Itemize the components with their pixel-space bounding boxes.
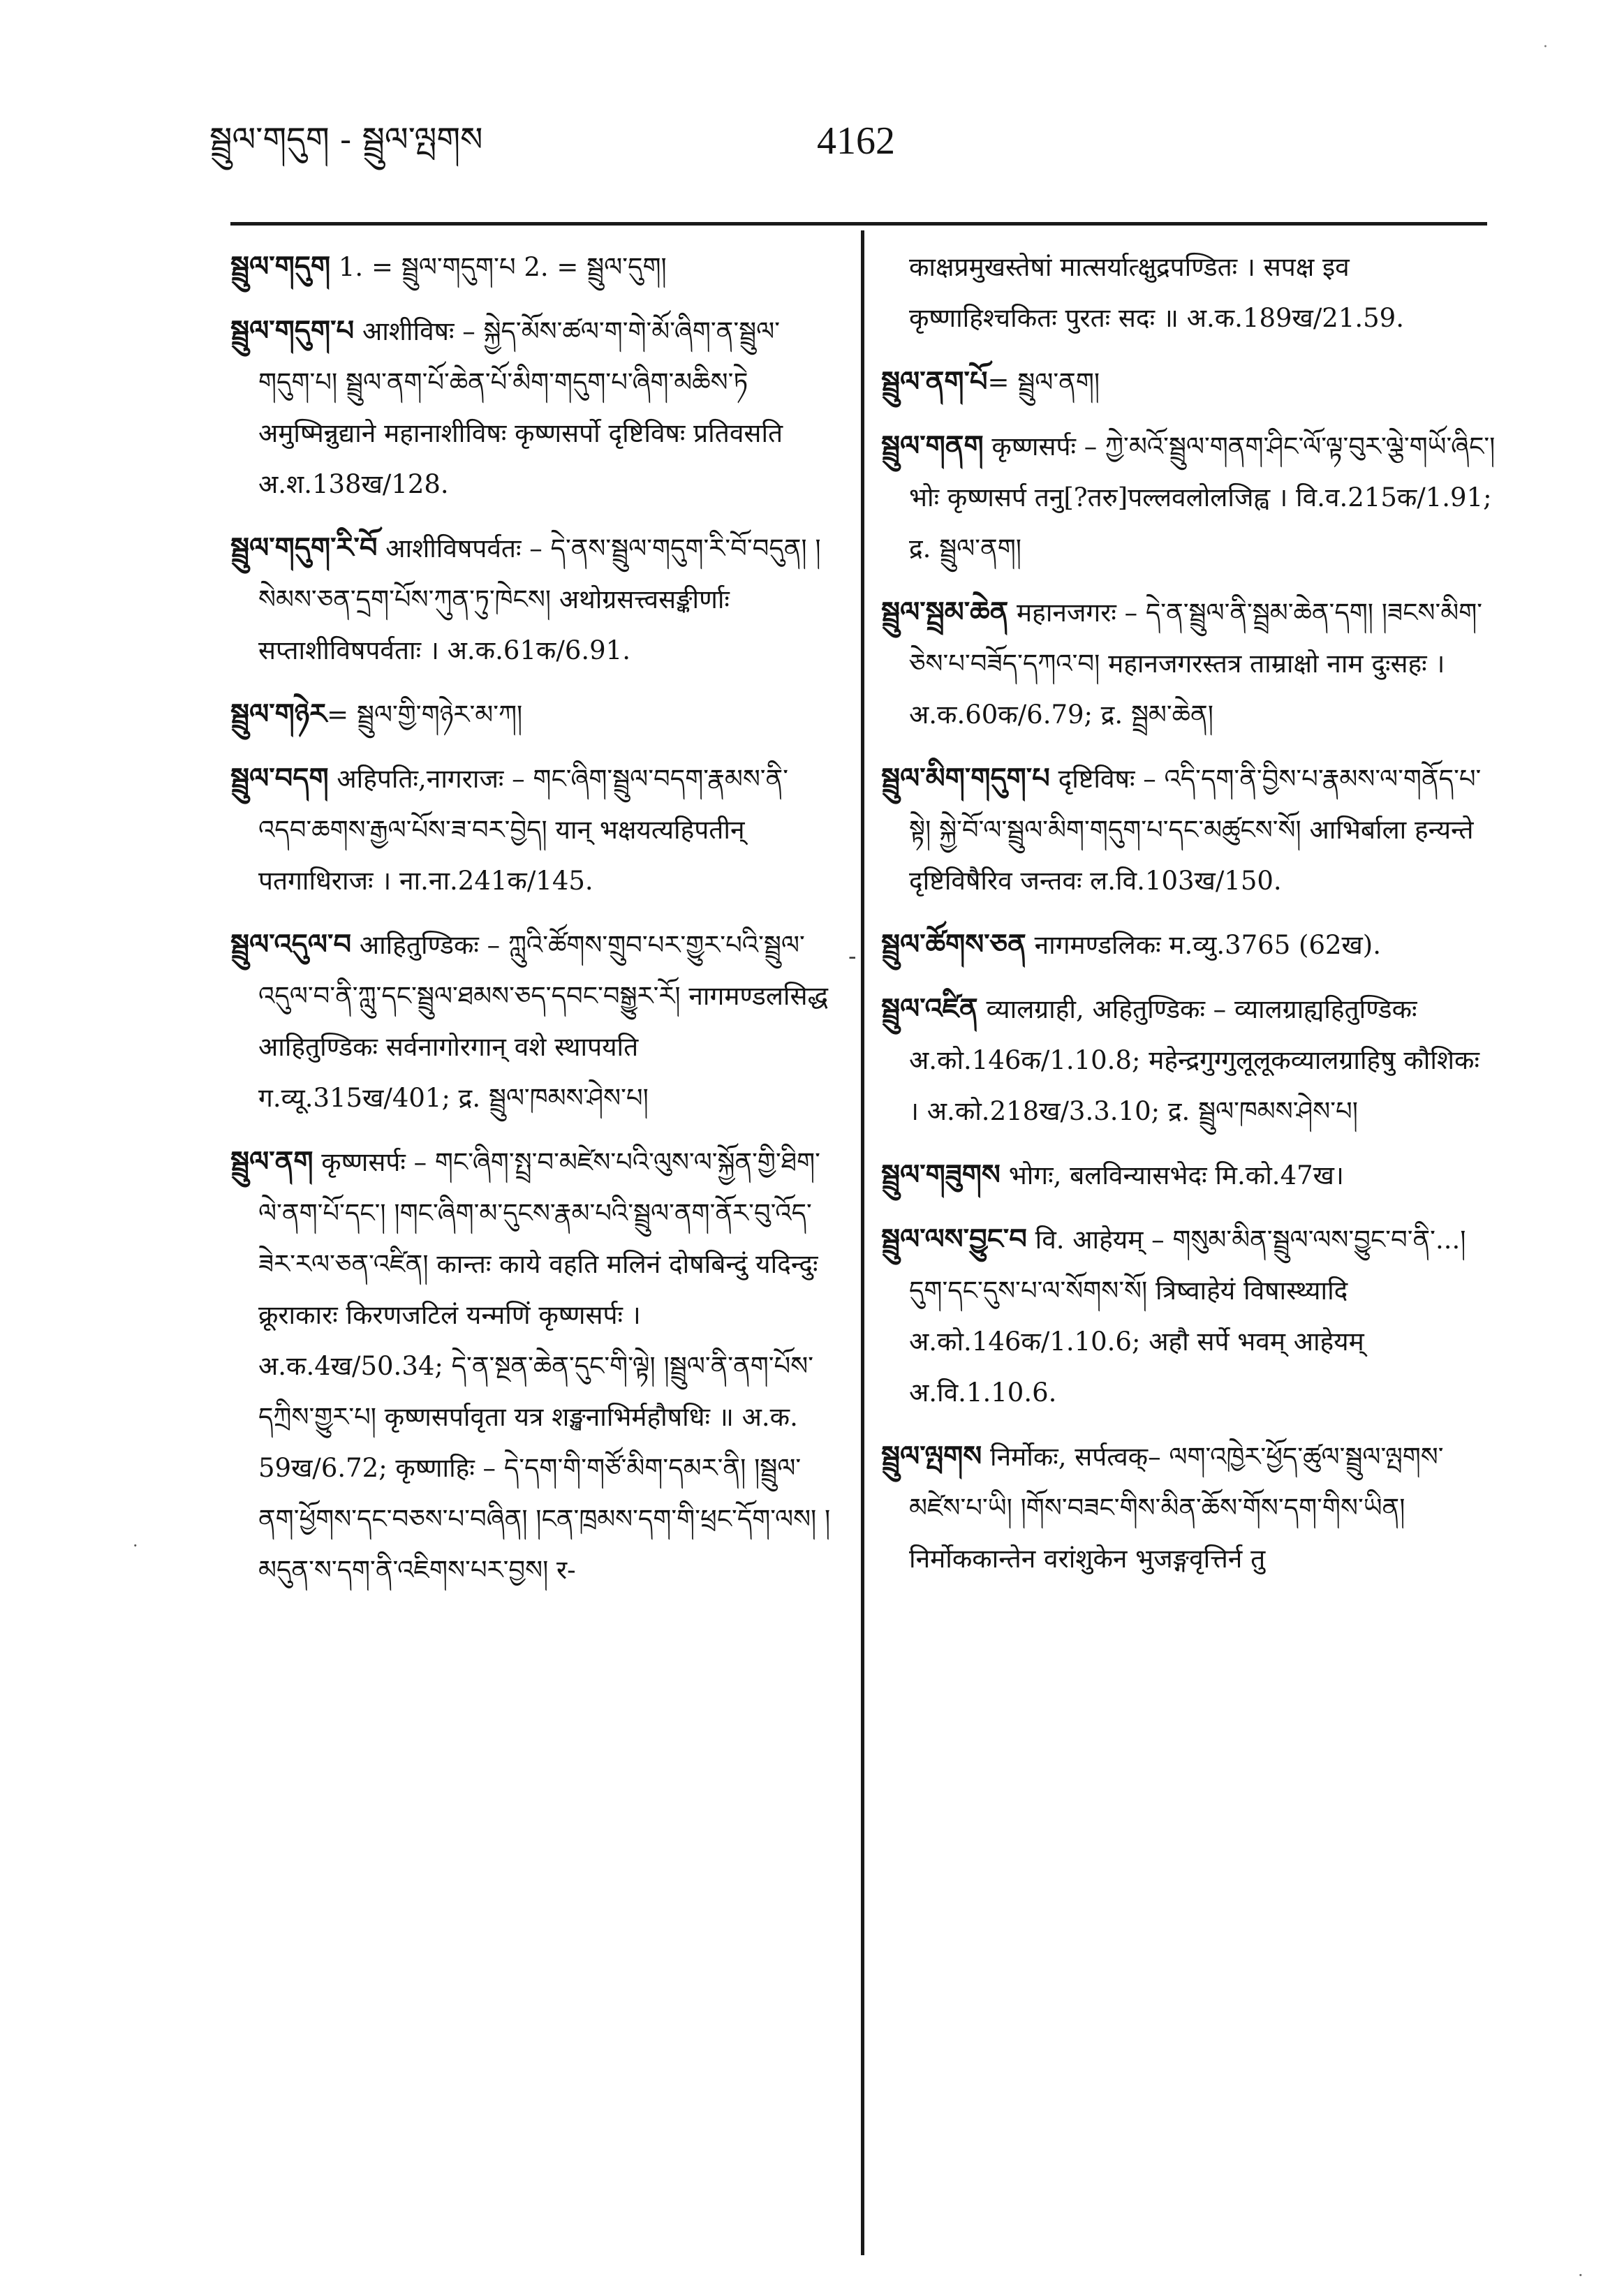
dictionary-entry [881, 1149, 1496, 1201]
entry-definition: महानजगरः – དེ་ན་སྦྲུལ་ནི་སྦྲམ་ཆེན་དག། །ཟངས་མིག་ཅེས་པ་བཟོད་དཀའ་བ། महानजगरस्तत्र ताम्राक्षो नाम दुःसहः । अ.क.60क/6.79; द्र. སྦྲམ་ཆེན། [909, 598, 1483, 730]
entry-definition: 1. = སྦྲུལ་གདུག་པ 2. = སྦྲུལ་དུག། [338, 252, 667, 282]
entry-headword: སྦྲུལ་འདུལ་བ [230, 928, 352, 961]
right-column [881, 241, 1496, 1597]
dictionary-entry [881, 356, 1496, 408]
entry-definition: भोगः, बलविन्यासभेदः मि.को.47ख। [1008, 1160, 1344, 1190]
entry-headword: སྦྲུལ་ཚོགས་ཅན [881, 928, 1026, 961]
dictionary-entry [230, 241, 831, 293]
entry-definition: नागमण्डलिकः म.व्यु.3765 (62ख). [1034, 930, 1382, 960]
margin-dash-mark: - [848, 943, 857, 971]
dictionary-entry [881, 753, 1496, 906]
dictionary-entry [881, 1213, 1496, 1418]
running-head: སྦྲུལ་གདུག - སྦྲུལ་ལྤགས [209, 120, 483, 159]
entry-definition: काक्षप्रमुखस्तेषां मात्सर्यात्क्षुद्रपण्डितः । सपक्ष इव कृष्णाहिश्चकितः पुरतः सदः ॥ अ.क.189ख/21.59. [909, 252, 1404, 333]
entry-headword: སྦྲུལ་སྦྲམ་ཆེན [881, 596, 1009, 628]
entry-headword: སྦྲུལ་ལྤགས [881, 1440, 982, 1473]
entry-definition: वि. आहेयम् – གསུམ་མིན་སྦྲུལ་ལས་བྱུང་བ་ནི་...།དུག་དང་དུས་པ་ལ་སོགས་སོ། त्रिष्वाहेयं विषास्थ्यादि अ.को.146क/1.10.6; अहौ सर्पे भवम् आहेयम् अ.वि.1.10.6. [909, 1225, 1466, 1408]
dictionary-entry [230, 522, 831, 676]
entry-definition: निर्मोकः, सर्पत्वक्– ལག་འཁྱེར་ཕྱོད་ཚུལ་སྦྲུལ་ལྤགས་མཛེས་པ་ཡི། །གོས་བཟང་གིས་མིན་ཆོས་གོས་དག་གིས་ཡིན། निर्मोककान्तेन वरांशुकेन भुजङ्गवृत्तिर्न तु [909, 1442, 1444, 1574]
page-number: 4162 [817, 119, 895, 163]
dictionary-entry [230, 753, 831, 906]
entry-headword: སྦྲུལ་ནག [230, 1145, 313, 1178]
scan-speck: · [133, 1536, 138, 1556]
entry-headword: སྦྲུལ་གནག [881, 429, 984, 462]
scan-speck: · [1578, 2266, 1584, 2285]
dictionary-entry [230, 919, 831, 1123]
scan-speck: · [1543, 38, 1548, 56]
dictionary-entry [230, 688, 831, 740]
entry-definition: दृष्टिविषः – འདི་དག་ནི་བྱིས་པ་རྣམས་ལ་གནོད་པ་སྟེ། སྐྱེ་བོ་ལ་སྦྲུལ་མིག་གདུག་པ་དང་མཚུངས་སོ། आभिर्बाला हन्यन्ते दृष्टिविषैरिव जन्तवः ल.वि.103ख/150. [909, 764, 1482, 896]
header-rule [230, 222, 1487, 226]
entry-definition: कृष्णसर्पः – ཀྱེ་མའོ་སྦྲུལ་གནག་ཤིང་ལོ་ལྟ་བུར་ལྕེ་གཡོ་ཞིང་། भोः कृष्णसर्प तनु[?तरु]पल्लवलोलजिह्व । वि.व.215क/1.91; द्र. སྦྲུལ་ནག། [909, 431, 1496, 563]
dictionary-entry [881, 919, 1496, 971]
dictionary-entry [230, 305, 831, 510]
entry-headword: སྦྲུལ་གདུག [230, 250, 331, 283]
dictionary-entry [881, 1431, 1496, 1584]
dictionary-entry [230, 1136, 831, 1595]
dictionary-entry [881, 983, 1496, 1137]
entry-headword: སྦྲུལ་འཛིན [881, 992, 978, 1025]
entry-definition: आहितुण्डिकः – ཀླུའི་ཚོགས་གྲུབ་པར་གྱུར་པའི་སྦྲུལ་འདུལ་བ་ནི་ཀླུ་དང་སྦྲུལ་ཐམས་ཅད་དབང་བསྒྱུར་རོ། नागमण्डलसिद्ध आहितुण्डिकः सर्वनागोरगान् वशे स्थापयति ग.व्यू.315ख/401; द्र. སྦྲུལ་ཁམས་ཤེས་པ། [258, 930, 829, 1113]
entry-definition: अहिपतिः,नागराजः – གང་ཞིག་སྦྲུལ་བདག་རྣམས་ནི་འདབ་ཆགས་རྒྱལ་པོས་ཟ་བར་བྱེད། यान् भक्षयत्यहिपतीन् पतगाधिराजः । ना.ना.241क/145. [258, 764, 789, 896]
entry-headword: སྦྲུལ་བདག [230, 762, 329, 795]
entry-headword: སྦྲུལ་གདུག་པ [230, 314, 355, 347]
entry-headword: སྦྲུལ་མིག་གདུག་པ [881, 762, 1050, 795]
entry-headword: སྦྲུལ་ནག་པོ [881, 365, 988, 398]
left-column [230, 241, 831, 1608]
entry-headword: སྦྲུལ་ལས་བྱུང་བ [881, 1223, 1027, 1255]
entry-definition: आशीविषः – སྐྱེད་མོས་ཚལ་ག་གེ་མོ་ཞིག་ན་སྦྲུལ་གདུག་པ། སྦྲུལ་ནག་པོ་ཆེན་པོ་མིག་གདུག་པ་ཞིག་མཆིས་ཏེ अमुष्मिन्नुद्याने महानाशीविषः कृष्णसर्पो दृष्टिविषः प्रतिवसति अ.श.138ख/128. [258, 316, 783, 499]
entry-definition: = སྦྲུལ་གྱི་གཉེར་མ་ཀ། [327, 700, 523, 730]
dictionary-entry [881, 586, 1496, 740]
entry-definition: कृष्णसर्पः – གང་ཞིག་སྤྲ་བ་མཛེས་པའི་ལུས་ལ་སྐྱོན་གྱི་ཐིག་ལེ་ནག་པོ་དང་། །གང་ཞིག་མ་དུངས་རྣམ་པའི་སྦྲུལ་ནག་ནོར་བུ་འོད་ཟེར་རལ་ཅན་འཛིན། कान्तः काये वहति मलिनं दोषबिन्दुं यदिन्दुः क्रूराकारः किरणजटिलं यन्मणिं कृष्णसर्पः । अ.क.4ख/50.34; དེ་ན་སྔན་ཆེན་དུང་གི་ལྟེ། །སྦྲུལ་ནི་ནག་པོས་དཀྲིས་གྱུར་པ། कृष्णसर्पावृता यत्र शङ्खनाभिर्महौषधिः ॥ अ.क. 59ख/6.72; कृष्णाहिः – དེ་དག་གི་གཙོ་མིག་དམར་ནི། །སྦྲུལ་ནག་ཕྱོགས་དང་བཅས་པ་བཞིན། །ངན་ཁྲམས་དག་གི་ཕྲང་དོག་ལས། །མདུན་ས་དག་ནི་འཇིགས་པར་བྱས། र- [258, 1147, 831, 1585]
entry-definition: व्यालग्राही, अहितुण्डिकः – व्यालग्राह्यहितुण्डिकः अ.को.146क/1.10.8; महेन्द्रगुग्गुलूलूकव्यालग्राहिषु कौशिकः । अ.को.218ख/3.3.10; द्र. སྦྲུལ་ཁམས་ཤེས་པ། [909, 994, 1479, 1126]
entry-headword: སྦྲུལ་གཉེར [230, 698, 327, 730]
entry-headword: སྦྲུལ་གཟུགས [881, 1158, 1001, 1191]
entry-definition: आशीविषपर्वतः – དེ་ནས་སྦྲུལ་གདུག་རི་བོ་བདུན། །སེམས་ཅན་དྲག་པོས་ཀུན་ཏུ་ཁེངས། अथोग्रसत्त्वसङ्कीर्णाः सप्ताशीविषपर्वताः । अ.क.61क/6.91. [258, 533, 821, 665]
column-divider [861, 230, 864, 2255]
dictionary-entry [881, 420, 1496, 574]
dictionary-entry-continuation [881, 241, 1496, 344]
entry-headword: སྦྲུལ་གདུག་རི་བོ [230, 531, 378, 564]
entry-definition: = སྦྲུལ་ནག། [987, 367, 1100, 397]
